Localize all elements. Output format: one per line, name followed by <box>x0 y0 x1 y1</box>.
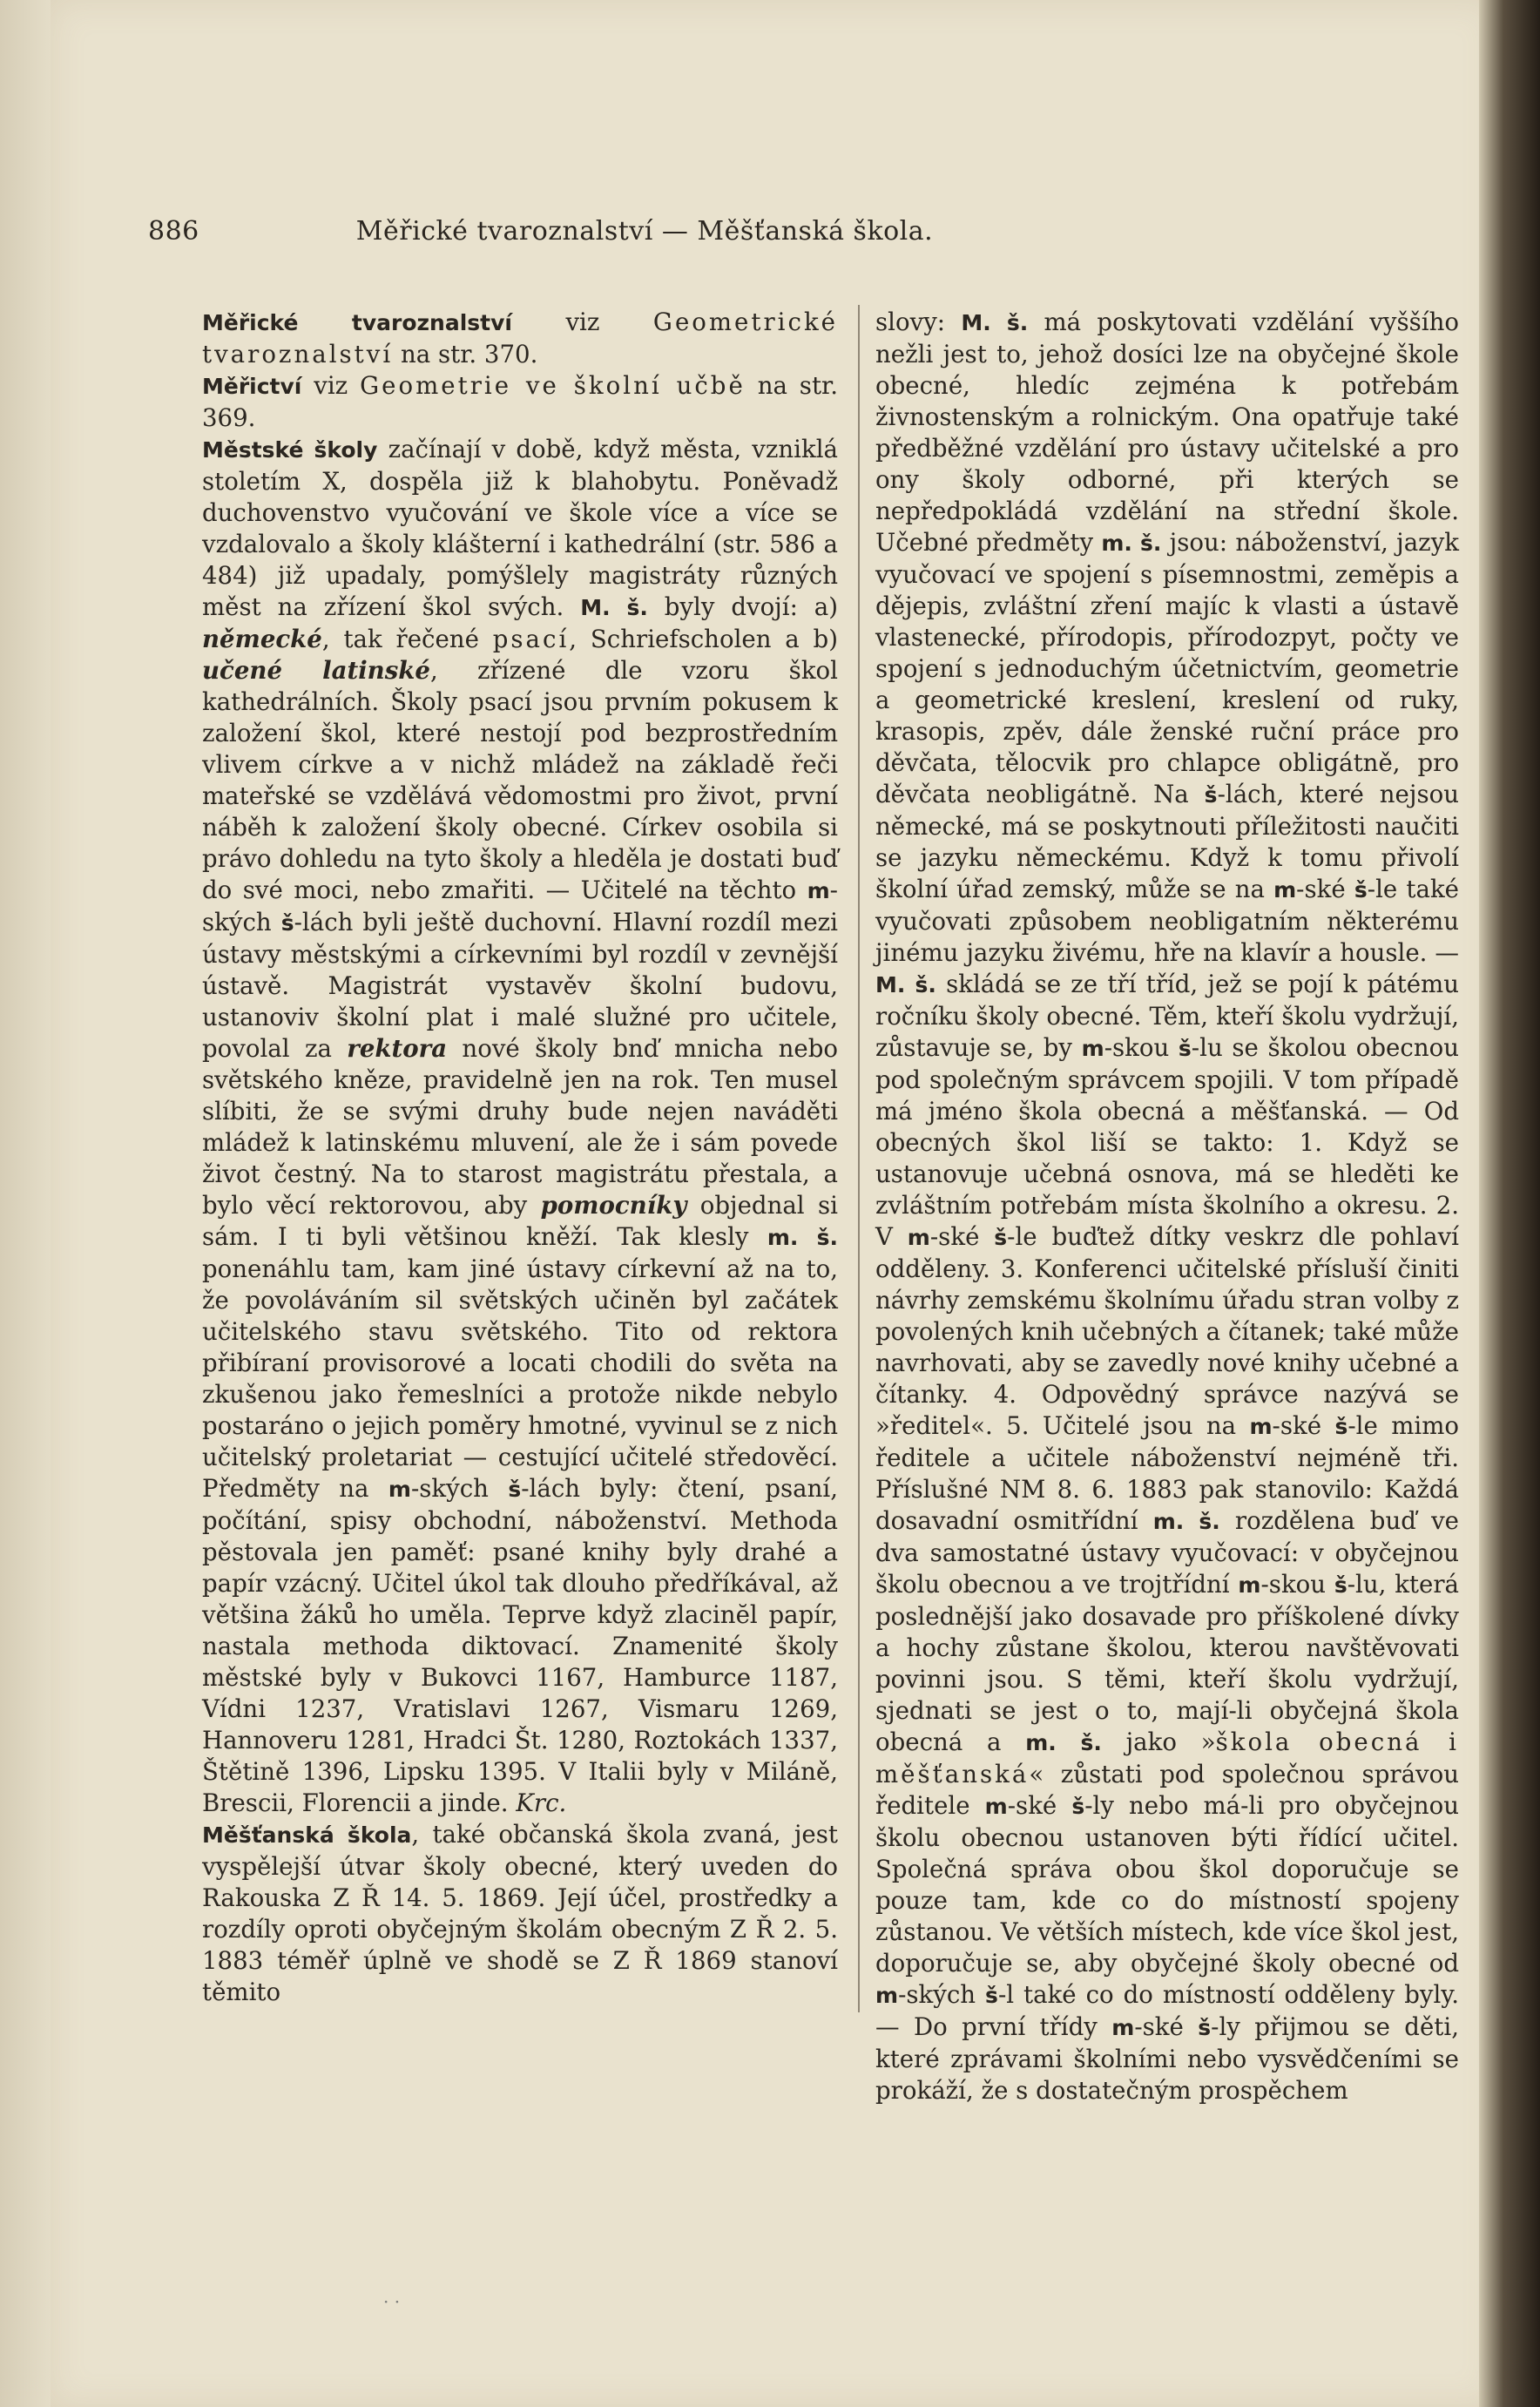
entry-headword: Měřické tvaroznalství <box>202 310 512 335</box>
right-column <box>875 307 1459 2106</box>
entry-mestske-skoly: Městské školy začínají v době, když města, vzniklá stoletím X, dospěla již k blahobytu. Poněvadž duchovenstvo vyučování ve škole více a více se vzdalovalo a školy klášterní i kathedrální (str. 586 a 484) již upadaly, pomýšlely magistráty různých měst na zřízení škol svých. M. š. byly dvojí: a) německé, tak řečené psací, Schriefscholen a b) učené latinské, zřízené dle vzoru škol kathedrálních. Školy psací jsou prvním pokusem k založení škol, které nestojí pod bezprostředním vlivem církve a v nichž mládež na základě řeči mateřské se vzdělává vědomostmi pro život, první náběh k založení školy obecné. Církev osobila si právo dohledu na tyto školy a hleděla je dostati buď do své moci, nebo zmařiti. — Učitelé na těchto m-ských š-lách byli ještě duchovní. Hlavní rozdíl mezi ústavy městskými a církevními byl rozdíl v zevnější ústavě. Magistrát vystavěv školní budovu, ustanoviv školní plat i malé služné pro učitele, povolal za rektora nové školy bnď mnicha nebo světského kněze, pravidelně jen na rok. Ten musel slíbiti, že se svými druhy bude nejen naváděti mládež k latinskému mluvení, ale že i sám povede život čestný. Na to starost magistrátu přestala, a bylo věcí rektorovou, aby pomocníky objednal si sám. I ti byli většinou kněží. Tak klesly m. š. ponenáhlu tam, kam jiné ústavy církevní až na to, že povoláváním sil světských učiněn byl začátek učitelského stavu světského. Tito od rektora přibíraní provisorové a locati chodili do světa na zkušenou jako řemeslníci a protože nikde nebylo postaráno o jejich poměry hmotné, vyvinul se z nich učitelský proletariat — cestující učitelé středověcí. Předměty na m-ských š-lách byly: čtení, psaní, počítání, spisy obchodní, náboženství. Methoda pěstovala jen paměť: psané knihy byly drahé a papír vzácný. Učitel úkol tak dlouho předříkával, až většina žáků ho uměla. Teprve když zlacinĕl papír, nastala methoda diktovací. Znamenité školy městské byly v Bukovci 1167, Hamburce 1187, Vídni 1237, Vratislavi 1267, Vismaru 1269, Hannoveru 1281, Hradci Št. 1280, Roztokách 1337, Štětině 1396, Lipsku 1395. V Italii byly v Miláně, Brescii, Florencii a jinde. Krc. <box>202 435 839 1817</box>
footer-marks: · · <box>383 2291 401 2312</box>
left-column <box>202 307 838 2008</box>
entry-mericke-tvaroznalstvi: Měřické tvaroznalství viz Geometrické tvaroznalství na str. 370. <box>202 308 838 368</box>
entry-headword: Měřictví <box>202 374 302 399</box>
page-number: 886 <box>148 216 199 247</box>
cross-reference: Geometrické tvaroznalství <box>202 308 838 368</box>
entry-mestanska-skola-continued: slovy: M. š. má poskytovati vzdělání vyššího nežli jest to, jehož dosíci lze na obyčejné škole obecné, hledíc zejména k potřebám živnostenským a rolnickým. Ona opatřuje také předběžné vzdělání pro ústavy učitelské a pro ony školy odborné, při kterých se nepředpokládá vzdělání na střední škole. Učebné předměty m. š. jsou: náboženství, jazyk vyučovací ve spojení s písemnostmi, zeměpis a dějepis, zvláštní zření majíc k vlasti a ústavě vlastenecké, přírodopis, přírodozpyt, počty ve spojení s jednoduchým účetnictvím, geometrie a geometrické kreslení, kreslení od ruky, krasopis, zpěv, dále ženské ruční práce pro děvčata, tělocvik pro chlapce obligátně, pro děvčata neobligátně. Na š-lách, které nejsou německé, má se poskytnouti příležitosti naučiti se jazyku německému. Když k tomu přivolí školní úřad zemský, může se na m-ské š-le také vyučovati způsobem neobligatním některému jinému jazyku živému, hře na klavír a housle. — M. š. skládá se ze tří tříd, jež se pojí k pátému ročníku školy obecné. Těm, kteří školu vydržují, zůstavuje se, by m-skou š-lu se školou obecnou pod společným správcem spojili. V tom případě má jméno škola obecná a měšťanská. — Od obecných škol liší se takto: 1. Když se ustanovuje učebná osnova, má se hleděti ke zvláštním potřebám místa školního a okresu. 2. V m-ské š-le buďtež dítky veskrz dle pohlaví odděleny. 3. Konferenci učitelské přísluší činiti návrhy zemskému školnímu úřadu stran volby z povolených knih učebných a čítanek; také může navrhovati, aby se zavedly nové knihy učebné a čítanky. 4. Odpovědný správce nazývá se »ředitel«. 5. Učitelé jsou na m-ské š-le mimo ředitele a učitele náboženství nejméně tři. Příslušné NM 8. 6. 1883 pak stanovilo: Každá dosavadní osmitřídní m. š. rozdělena buď ve dva samostatné ústavy vyučovací: v obyčejnou školu obecnou a ve trojtřídní m-skou š-lu, která poslednější jako dosavade pro příškolené dívky a hochy zůstane školou, kterou navštěvovati povinni jsou. S těmi, kteří školu vydržují, sjednati se jest o to, mají-li obyčejná škola obecná a m. š. jako »škola obecná i měšťanská« zůstati pod společnou správou ředitele m-ské š-ly nebo má-li pro obyčejnou školu obecnou ustanoven býti řídící učitel. Společná správa obou škol doporučuje se pouze tam, kde co do místností spojeny zůstanou. Ve větších místech, kde více škol jest, doporučuje se, aby obyčejné školy obecné od m-ských š-l také co do místností odděleny byly. — Do první třídy m-ské š-ly přijmou se děti, které zprávami školními nebo vysvědčeními se prokáží, že s dostatečným prospěchem <box>875 308 1460 2105</box>
entry-merictvi: Měřictví viz Geometrie ve školní učbě na str. 369. <box>202 371 838 432</box>
entry-headword: Měšťanská škola <box>202 1822 412 1848</box>
column-divider <box>858 305 860 2012</box>
running-head-title: Měřické tvaroznalství — Měšťanská škola. <box>355 216 934 247</box>
page-left-edge <box>0 0 51 2407</box>
book-binding-shadow <box>1479 0 1540 2407</box>
entry-headword: Městské školy <box>202 437 378 463</box>
entry-mestanska-skola: Měšťanská škola, také občanská škola zvaná, jest vyspělejší útvar školy obecné, který uveden do Rakouska Z Ř 14. 5. 1869. Její účel, prostředky a rozdíly oproti obyčejným školám obecným Z Ř 2. 5. 1883 téměř úplně ve shodě se Z Ř 1869 stanoví těmito <box>202 1820 838 2006</box>
cross-reference: Geometrie ve školní učbě <box>360 371 746 400</box>
author-signature: Krc. <box>516 1788 567 1817</box>
